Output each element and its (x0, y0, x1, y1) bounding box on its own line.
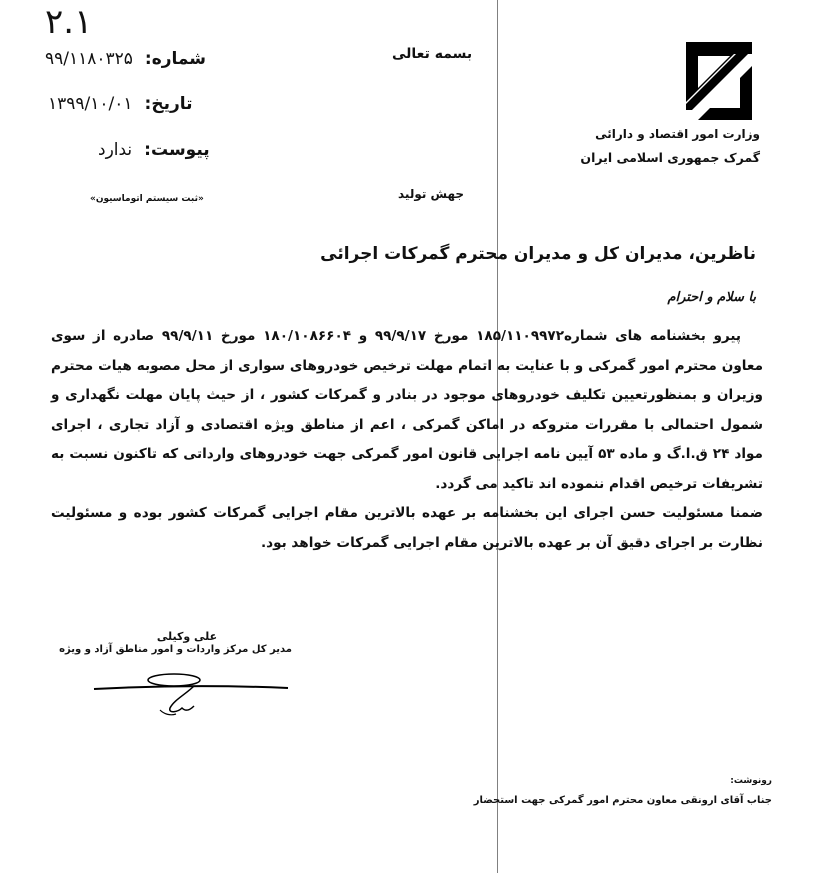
letter-number-field (45, 49, 206, 69)
ministry-name: وزارت امور اقتصاد و دارائی (595, 127, 760, 141)
customs-name: گمرک جمهوری اسلامی ایران (580, 150, 760, 165)
cc-recipient: جناب آقای ارونقی معاون محترم امور گمرکی جهت استحضار (473, 795, 772, 806)
letter-date-field (48, 94, 193, 114)
attachment-field (98, 140, 210, 160)
letter-number-label: شماره: (144, 49, 207, 69)
addressee-line: ناظرین، مدیران کل و مدیران محترم گمرکات اجرائی (320, 244, 756, 264)
handwritten-number: ۲.۱ (45, 2, 93, 42)
handwritten-signature-icon (90, 672, 290, 722)
attachment-label: پیوست: (144, 140, 210, 160)
signatory-block (59, 630, 292, 655)
signatory-title: مدیر کل مرکز واردات و امور مناطق آزاد و ویژه (59, 644, 292, 655)
cc-label: رونوشت: (730, 776, 772, 786)
attachment-value: ندارد (98, 140, 133, 160)
body-paragraph-2: ضمنا مسئولیت حسن اجرای این بخشنامه بر عهده بالاترین مقام اجرایی گمرکات کشور بوده و مسئولیت نظارت بر اجرای دقیق آن بر عهده بالاترین مقام اجرایی گمرکات خواهد بود. (51, 505, 763, 551)
greeting-line: با سلام و احترام (667, 290, 756, 305)
bismillah-heading: بسمه تعالی (392, 46, 473, 62)
letter-date-label: تاریخ: (144, 94, 193, 114)
year-slogan: جهش تولید (398, 187, 465, 201)
signatory-name: علی وکیلی (156, 630, 218, 643)
automation-registration-note: «ثبت سیستم اتوماسیون» (90, 194, 204, 204)
body-paragraph-1: پیرو بخشنامه های شماره۱۸۵/۱۱۰۹۹۷۲ مورخ ۹۹/۹/۱۷ و ۱۸۰/۱۰۸۶۶۰۴ مورخ ۹۹/۹/۱۱ صادره از سوی معاون محترم امور گمرکی و با عنایت به اتمام مهلت ترخیص خودروهای سواری از محل مصوبه هیات محترم وزیران و بمنظورتعیین تکلیف خودروهای موجود در بنادر و گمرکات کشور ، از حیث پایان مهلت نگهداری و شمول احتمالی با مقررات متروکه در اماکن گمرکی ، اعم از مناطق ویژه اقتصادی و آزاد تجاری ، اجرای مواد ۲۴ ق.ا.گ و ماده ۵۳ آیین نامه اجرایی قانون امور گمرکی جهت خودروهای وارداتی که تاکنون نسبت به تشریفات ترخیص اقدام ننموده اند تاکید می گردد. (51, 328, 763, 492)
letter-date-value: ۱۳۹۹/۱۰/۰۱ (48, 94, 133, 114)
letter-number-value: ۹۹/۱۱۸۰۳۲۵ (45, 49, 133, 69)
iran-customs-logo-icon (680, 40, 758, 122)
letter-body (51, 322, 763, 558)
